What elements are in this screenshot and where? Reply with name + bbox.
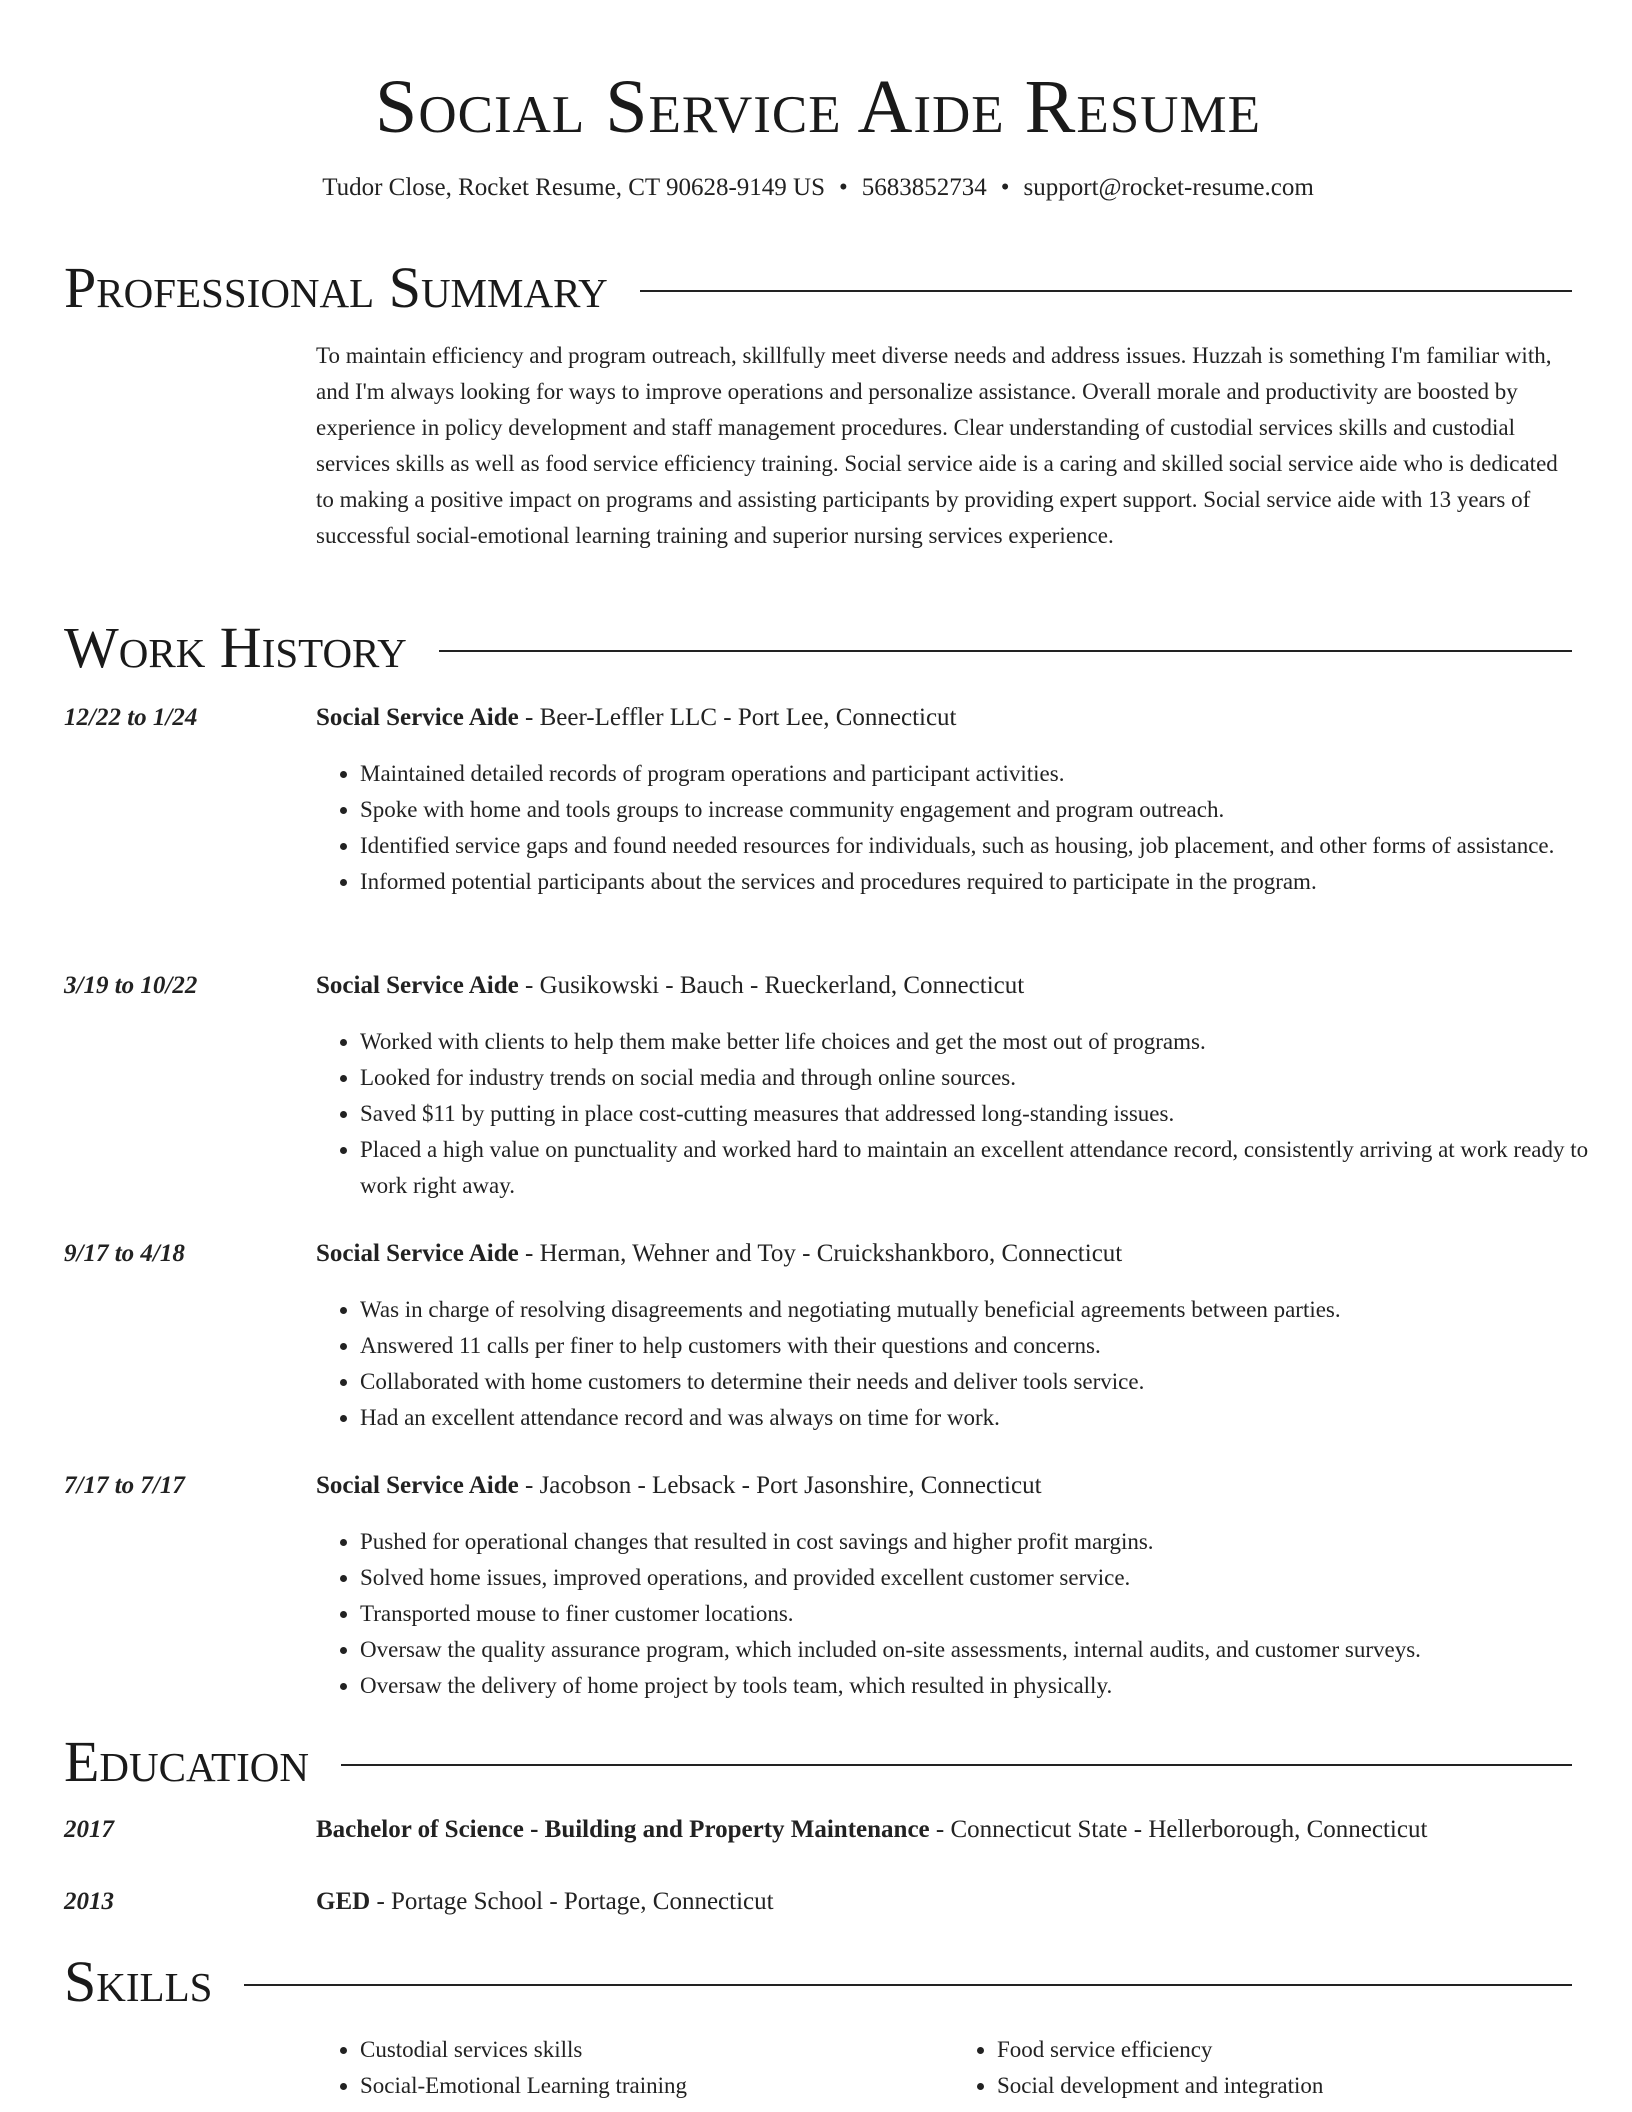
section-title: Professional Summary [64,255,608,320]
list-item: • Pushed for operational changes that resulted in cost savings and higher profit margins. [360,1524,1616,1560]
job-header [316,1238,1122,1270]
section-divider [439,650,1572,652]
job-details: - Beer-Leffler LLC - Port Lee, Connecticut [518,704,957,731]
section-divider [640,290,1572,292]
list-item: • Placed a high value on punctuality and worked hard to maintain an excellent attendance record, consistently arriving at work ready to work right away. [360,1132,1616,1204]
contact-email: support@rocket-resume.com [1023,174,1314,201]
section-heading-skills [64,1950,1572,2014]
contact-separator: • [1000,174,1010,201]
list-item: • Solved home issues, improved operations, and provided excellent customer service. [360,1560,1616,1596]
list-item: • Maintained detailed records of program operations and participant activities. [360,756,1616,792]
section-title: Skills [64,1949,213,2014]
job-details: - Jacobson - Lebsack - Port Jasonshire, Connecticut [518,1472,1042,1499]
list-item: • Identified service gaps and found needed resources for individuals, such as housing, job placement, and other forms of assistance. [360,828,1616,864]
job-dates: 9/17 to 4/18 [64,1240,185,1267]
contact-phone: 5683852734 [861,174,987,201]
list-item: • Transported mouse to finer customer locations. [360,1596,1616,1632]
skill-item: • Food service efficiency [997,2032,1572,2068]
education-header [316,1814,1427,1846]
job-dates: 3/19 to 10/22 [64,972,198,999]
job-header [316,970,1024,1002]
education-year: 2013 [64,1888,114,1915]
job-title: Social Service Aide [316,1472,519,1499]
list-item: • Spoke with home and tools groups to increase community engagement and program outreach. [360,792,1616,828]
section-title: Work History [64,615,407,680]
list-item: • Worked with clients to help them make better life choices and get the most out of programs. [360,1024,1616,1060]
job-bullets [316,756,1616,900]
list-item: • Oversaw the quality assurance program, which included on-site assessments, internal audits, and customer surveys. [360,1632,1616,1668]
skill-item: • Social development and integration [997,2068,1572,2104]
job-bullets [316,1024,1616,1204]
contact-line [64,172,1572,204]
contact-address: Tudor Close, Rocket Resume, CT 90628-9149 US [322,174,825,201]
job-title: Social Service Aide [316,972,519,999]
education-details: - Portage School - Portage, Connecticut [370,1888,774,1915]
list-item: • Oversaw the delivery of home project by tools team, which resulted in physically. [360,1668,1616,1704]
skill-item: • Social-Emotional Learning training [360,2068,935,2104]
section-heading-education [64,1730,1572,1794]
list-item: • Saved $11 by putting in place cost-cutting measures that addressed long-standing issues. [360,1096,1616,1132]
job-dates: 7/17 to 7/17 [64,1472,185,1499]
job-title: Social Service Aide [316,704,519,731]
contact-separator: • [838,174,848,201]
section-title: Education [64,1729,309,1794]
job-bullets [316,1524,1616,1704]
job-title: Social Service Aide [316,1240,519,1267]
list-item: • Was in charge of resolving disagreements and negotiating mutually beneficial agreements between parties. [360,1292,1616,1328]
skills-column-left [316,2032,935,2104]
resume-title: Social Service Aide Resume [375,65,1261,149]
section-heading-work-history [64,616,1572,680]
education-header [316,1886,774,1918]
education-year: 2017 [64,1816,114,1843]
list-item: • Collaborated with home customers to determine their needs and deliver tools service. [360,1364,1616,1400]
job-header [316,1470,1042,1502]
skills-list [316,2032,1572,2104]
job-header [316,702,957,734]
summary-paragraph: To maintain efficiency and program outreach, skillfully meet diverse needs and address issues. Huzzah is something I'm familiar with, and I'm always looking for ways to improve operations and personalize assistance. Overall morale and productivity are boosted by experience in policy development and staff management procedures. Clear understanding of custodial services skills and custodial services skills as well as food service efficiency training. Social service aide is a caring and skilled social service aide who is dedicated to making a positive impact on programs and assisting participants by providing expert support. Social service aide with 13 years of successful social-emotional learning training and superior nursing services experience. [316,343,1558,548]
section-divider [341,1764,1572,1766]
job-details: - Herman, Wehner and Toy - Cruickshankboro, Connecticut [518,1240,1123,1267]
job-details: - Gusikowski - Bauch - Rueckerland, Connecticut [518,972,1025,999]
list-item: • Had an excellent attendance record and was always on time for work. [360,1400,1616,1436]
job-bullets [316,1292,1616,1436]
education-degree: Bachelor of Science - Building and Property Maintenance [316,1816,930,1843]
list-item: • Informed potential participants about the services and procedures required to participate in the program. [360,864,1616,900]
education-degree: GED [316,1888,371,1915]
section-divider [244,1984,1572,1986]
skill-item: • Custodial services skills [360,2032,935,2068]
list-item: • Answered 11 calls per finer to help customers with their questions and concerns. [360,1328,1616,1364]
list-item: • Looked for industry trends on social media and through online sources. [360,1060,1616,1096]
section-heading-summary [64,256,1572,320]
education-details: - Connecticut State - Hellerborough, Connecticut [929,1816,1428,1843]
job-dates: 12/22 to 1/24 [64,704,198,731]
resume-page [64,0,1589,2098]
skills-column-right [935,2032,1572,2104]
